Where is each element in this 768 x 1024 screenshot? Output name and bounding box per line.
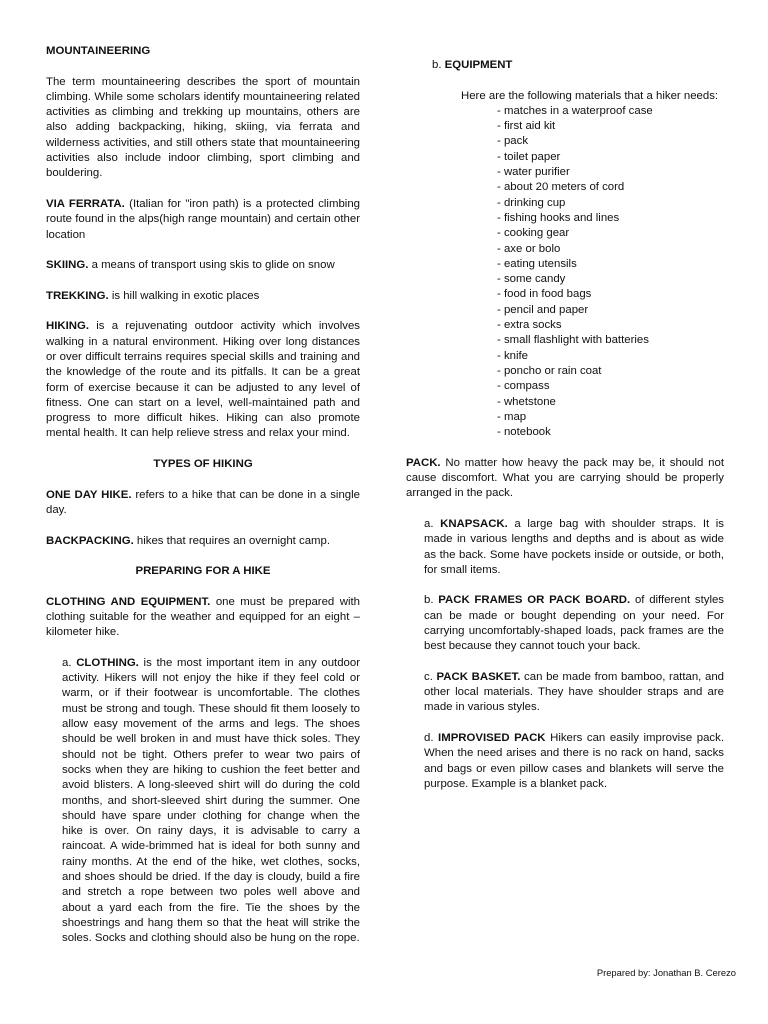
- preparing-heading: PREPARING FOR A HIKE: [135, 565, 271, 578]
- backpacking-paragraph: [46, 534, 360, 549]
- pack-frames-paragraph: [406, 593, 724, 654]
- equipment-list-item: - axe or bolo: [497, 242, 561, 255]
- hiking-text: is a rejuvenating outdoor activity which involves walking in a natural environment. Hiking over long distances or over difficult terrains requires special skills and training and the knowledge of the route and its pitfalls. It can be a great form of exercise because it can be adjusted to any level of fitness. One can start on a level, well-maintained path and progress to more difficult hikes. Hiking can also promote mental health. It can help relieve stress and relax your mind.: [46, 320, 360, 440]
- equipment-list-item: - drinking cup: [497, 196, 566, 209]
- via-ferrata-term: VIA FERRATA.: [46, 197, 125, 210]
- pack-frames-prefix: b.: [424, 594, 439, 607]
- pack-frames-text: of different styles can be made or bought depending on your need. For carrying uncomfortably-shaped loads, pack frames are the best because they cannot touch your back.: [424, 594, 725, 653]
- knapsack-prefix: a.: [424, 517, 441, 530]
- pack-text: No matter how heavy the pack may be, it should not cause discomfort. What you are carrying should be properly arranged in the pack.: [406, 456, 724, 500]
- equipment-list-item: - first aid kit: [497, 120, 556, 133]
- skiing-paragraph: [46, 258, 360, 273]
- pack-paragraph: [406, 456, 724, 502]
- one-day-hike-text: refers to a hike that can be done in a single day.: [46, 488, 360, 516]
- one-day-hike-paragraph: [46, 488, 360, 519]
- backpacking-term: BACKPACKING.: [46, 534, 134, 547]
- equipment-list-item: - extra socks: [497, 319, 562, 332]
- clothing-term: CLOTHING.: [76, 656, 139, 669]
- equipment-list-item: - whetstone: [497, 395, 556, 408]
- equipment-list-item: - cooking gear: [497, 227, 570, 240]
- equipment-list-item: - small flashlight with batteries: [497, 334, 649, 347]
- equipment-heading: [432, 58, 724, 73]
- pack-basket-term: PACK BASKET.: [436, 670, 521, 683]
- knapsack-paragraph: [406, 517, 724, 578]
- pack-basket-paragraph: [406, 670, 724, 716]
- improvised-pack-paragraph: [406, 731, 724, 792]
- pack-basket-prefix: c.: [424, 670, 437, 683]
- equipment-prefix: b.: [432, 59, 445, 71]
- knapsack-text: a large bag with shoulder straps. It is made in various lengths and depths and is about as wide as the back. Some have pockets inside or outside, or both, for small items.: [424, 517, 724, 576]
- right-column: [406, 58, 724, 792]
- equipment-list-item: - pack: [497, 135, 529, 148]
- hiking-paragraph: [46, 319, 360, 441]
- intro-paragraph: The term mountaineering describes the sport of mountain climbing. While some scholars identify mountaineering related activities as climbing and trekking up mountains, others are also adding backpacking, hiking, skiing, via ferrata and wilderness activities, and still others state that mountaineering activities also include indoor climbing, sport climbing and bouldering.: [46, 75, 360, 180]
- knapsack-term: KNAPSACK.: [440, 517, 508, 530]
- clothing-paragraph: [46, 656, 360, 947]
- equipment-term: EQUIPMENT: [444, 59, 513, 71]
- equipment-list-item: - map: [497, 410, 527, 423]
- equipment-list-item: - poncho or rain coat: [497, 364, 602, 377]
- equipment-list-item: - eating utensils: [497, 257, 577, 270]
- equipment-list-item: - toilet paper: [497, 150, 561, 163]
- skiing-text: a means of transport using skis to glide on snow: [88, 259, 335, 272]
- backpacking-text: hikes that requires an overnight camp.: [133, 534, 331, 547]
- hiking-term: HIKING.: [46, 320, 90, 333]
- equipment-list-item: - notebook: [497, 426, 551, 439]
- via-ferrata-text: (Italian for "iron path) is a protected climbing route found in the alps(high range mountain) and certain other location: [46, 197, 360, 241]
- title-mountaineering: MOUNTAINEERING: [46, 45, 151, 57]
- equipment-list-item: - compass: [497, 380, 550, 393]
- equipment-list-item: - knife: [497, 349, 529, 362]
- clothing-text: is the most important item in any outdoor activity. Hikers will not enjoy the hike if they feel cold or warm, or if their footwear is uncomfortable. The clothes must be strong and tough. These should fit them loosely to allow easy movement of the arms and legs. The shoes should be well broken in and must have thick soles. They should not be tight. Others prefer to wear two pairs of socks when they are hiking to cushion the feet better and avoid blisters. A long-sleeved shirt will do during the cold months, and short-sleeved shirt during the summer. One should have spare under clothing for change when the hike is over. On rainy days, it is advisable to carry a raincoat. A wide-brimmed hat is ideal for both sunny and rainy months. At the end of the hike, wet clothes, socks, and shoes should be dried. If the day is cloudy, build a fire and stretch a rope between two poles well above and about a yard each from the fire. Tie the shoes by the shoestrings and hang them so that the heat will strike the soles. Socks and clothing should also be hung on the rope.: [62, 656, 360, 945]
- equipment-list-item: - some candy: [497, 273, 566, 286]
- improvised-text: Hikers can easily improvise pack. When the need arises and there is no rack on hand, sacks and bags or even pillow cases and blankets will serve the purpose. Example is a blanket pack.: [424, 732, 724, 790]
- via-ferrata-paragraph: [46, 197, 360, 243]
- improvised-term: IMPROVISED PACK: [438, 732, 546, 745]
- one-day-hike-term: ONE DAY HIKE.: [46, 488, 132, 501]
- equipment-list-item: - fishing hooks and lines: [497, 211, 620, 224]
- types-of-hiking-heading: TYPES OF HIKING: [153, 458, 253, 471]
- equipment-list-item: - water purifier: [497, 166, 570, 179]
- trekking-term: TREKKING.: [46, 289, 109, 302]
- pack-frames-term: PACK FRAMES OR PACK BOARD.: [438, 594, 631, 607]
- equipment-list-item: - matches in a waterproof case: [497, 104, 653, 117]
- clothing-prefix: a.: [62, 656, 77, 669]
- equipment-list-item: - food in food bags: [497, 288, 592, 301]
- trekking-text: is hill walking in exotic places: [108, 289, 260, 302]
- clothing-equipment-paragraph: [46, 595, 360, 641]
- improvised-prefix: d.: [424, 732, 439, 745]
- equipment-list-item: - pencil and paper: [497, 303, 589, 316]
- clothing-equipment-term: CLOTHING AND EQUIPMENT.: [46, 595, 211, 608]
- equipment-list-item: - about 20 meters of cord: [497, 181, 625, 194]
- clothing-equipment-text: one must be prepared with clothing suitable for the weather and equipped for an eight – kilometer hike.: [46, 595, 360, 639]
- skiing-term: SKIING.: [46, 259, 89, 272]
- equipment-list: [406, 104, 724, 441]
- equipment-intro: Here are the following materials that a hiker needs:: [461, 89, 719, 102]
- prepared-by-footer: Prepared by: Jonathan B. Cerezo: [596, 967, 736, 978]
- trekking-paragraph: [46, 289, 360, 304]
- pack-basket-text: can be made from bamboo, rattan, and other local materials. They have shoulder straps and are made in various styles.: [424, 670, 724, 714]
- left-column: [46, 44, 360, 947]
- pack-term: PACK.: [406, 456, 441, 469]
